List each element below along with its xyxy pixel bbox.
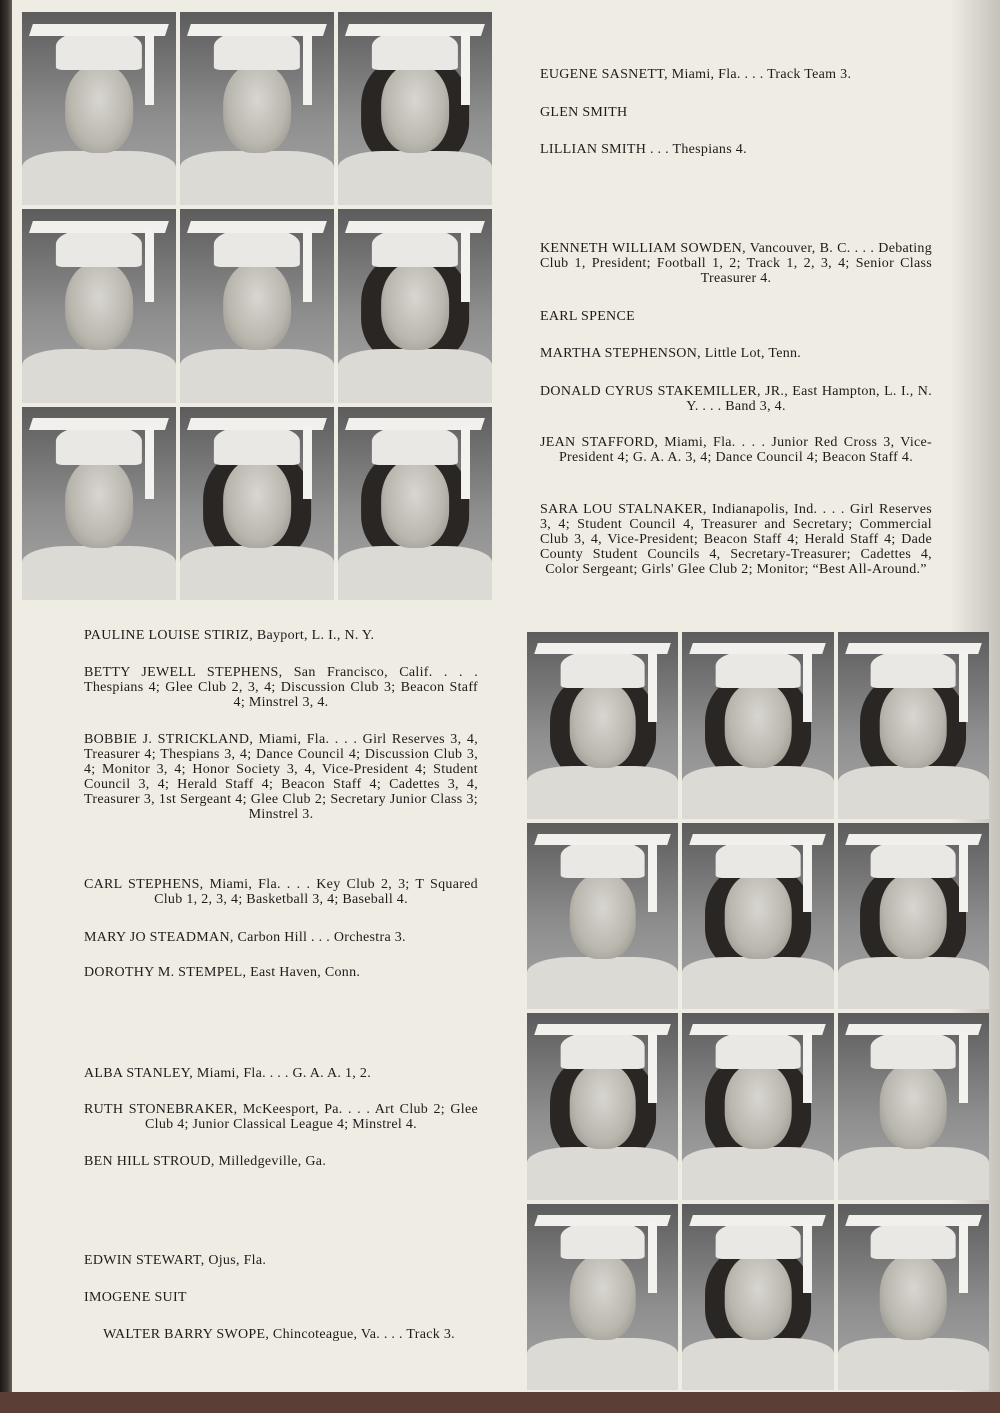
graduate-portrait-photo [180,407,334,600]
graduate-portrait-photo [527,823,678,1010]
entry-martha-stephenson: MARTHA STEPHENSON, Little Lot, Tenn. [540,346,802,361]
graduate-portrait-photo [338,12,492,205]
graduate-portrait-photo [838,632,989,819]
entry-bobbie-strickland: BOBBIE J. STRICKLAND, Miami, Fla. . . . Girl Reserves 3, 4, Treasurer 4; Thespians 3, 4; Dance Council 4; Discussion Club 3, 4; Monitor 3, 4; Honor Society 3, 4, Vice-President 4; Student Council 3, 4; Herald Staff 4; Beacon Staff 4; Cadettes 3, 4, Treasurer 3, 1st Sergeant 4; Glee Club 2; Secretary Junior Class 3; Minstrel 3. [84,732,478,822]
graduate-portrait-photo [22,407,176,600]
graduate-portrait-photo [682,632,833,819]
graduate-portrait-photo [527,632,678,819]
entry-jean-stafford: JEAN STAFFORD, Miami, Fla. . . . Junior Red Cross 3, Vice-President 4; G. A. A. 3, 4; Dance Council 4; Beacon Staff 4. [540,435,932,465]
graduate-portrait-photo [22,209,176,402]
graduate-portrait-photo [527,1204,678,1391]
entry-ruth-stonebraker: RUTH STONEBRAKER, McKeesport, Pa. . . . Art Club 2; Glee Club 4; Junior Classical League 4; Minstrel 4. [84,1102,478,1132]
graduate-portrait-photo [338,407,492,600]
entry-eugene-sasnett: EUGENE SASNETT, Miami, Fla. . . . Track Team 3. [540,67,852,82]
entry-earl-spence: EARL SPENCE [540,309,635,324]
book-binding [0,0,12,1413]
entry-kenneth-sowden: KENNETH WILLIAM SOWDEN, Vancouver, B. C. . . . Debating Club 1, President; Football 1, 2; Track 1, 2, 3, 4; Senior Class Treasurer 4. [540,241,932,286]
entry-donald-stakemiller: DONALD CYRUS STAKEMILLER, JR., East Hampton, L. I., N. Y. . . . Band 3, 4. [540,384,932,414]
book-cover-edge [0,1392,1000,1413]
graduate-portrait-photo [838,1204,989,1391]
graduate-portrait-photo [338,209,492,402]
entry-alba-stanley: ALBA STANLEY, Miami, Fla. . . . G. A. A. 1, 2. [84,1066,371,1081]
entry-mary-jo-steadman: MARY JO STEADMAN, Carbon Hill . . . Orchestra 3. [84,930,406,945]
portrait-grid-top [22,12,492,600]
graduate-portrait-photo [838,823,989,1010]
entry-pauline-stiriz: PAULINE LOUISE STIRIZ, Bayport, L. I., N. Y. [84,628,375,643]
entry-dorothy-stempel: DOROTHY M. STEMPEL, East Haven, Conn. [84,965,361,980]
entry-sara-lou-stalnaker: SARA LOU STALNAKER, Indianapolis, Ind. . . . Girl Reserves 3, 4; Student Council 4, Treasurer and Secretary; Commercial Club 3, 4, Vice-President; Beacon Staff 4; Herald Staff 4; Dade County Student Councils 4, Secretary-Treasurer; Cadettes 4, Color Sergeant; Girls' Glee Club 2; Monitor; “Best All-Around.” [540,502,932,577]
entry-ben-hill-stroud: BEN HILL STROUD, Milledgeville, Ga. [84,1154,327,1169]
entry-lillian-smith: LILLIAN SMITH . . . Thespians 4. [540,142,747,157]
entry-betty-stephens: BETTY JEWELL STEPHENS, San Francisco, Calif. . . . Thespians 4; Glee Club 2, 3, 4; Discussion Club 3; Beacon Staff 4; Minstrel 3, 4. [84,665,478,710]
graduate-portrait-photo [682,823,833,1010]
graduate-portrait-photo [838,1013,989,1200]
entry-glen-smith: GLEN SMITH [540,105,628,120]
graduate-portrait-photo [180,12,334,205]
entry-edwin-stewart: EDWIN STEWART, Ojus, Fla. [84,1253,267,1268]
graduate-portrait-photo [180,209,334,402]
graduate-portrait-photo [682,1204,833,1391]
graduate-portrait-photo [527,1013,678,1200]
entry-carl-stephens: CARL STEPHENS, Miami, Fla. . . . Key Club 2, 3; T Squared Club 1, 2, 3, 4; Basketball 3, 4; Baseball 4. [84,877,478,907]
graduate-portrait-photo [22,12,176,205]
entry-imogene-suit: IMOGENE SUIT [84,1290,187,1305]
portrait-grid-right [527,632,989,1390]
entry-walter-swope: WALTER BARRY SWOPE, Chincoteague, Va. . . . Track 3. [103,1327,455,1342]
graduate-portrait-photo [682,1013,833,1200]
